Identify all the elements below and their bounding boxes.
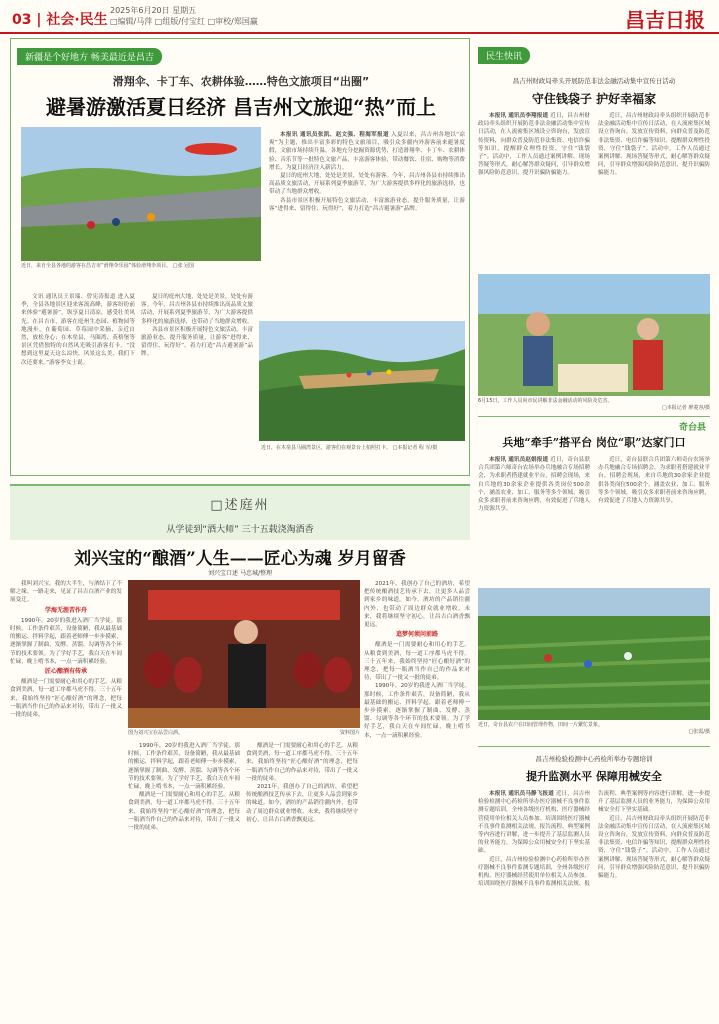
lead-body-right: 本报讯 通讯员张凯、赵文强、程海军报道 入夏以来，昌吉州各地以“凉爽”为主题，推出丰富多彩的特色文旅项目，吸引众多疆内外游客前来避暑度假，文旅市场持续升温。各地充分挖掘资源优势，打造滑翔伞、卡丁车、农耕体验、音乐节等一批特色文旅产品，丰富游客体验，带动餐饮、住宿、购物等消费增长，为夏日经济注入新活力。 夏日的庭州大地，处处是美景，处处有游客。今年，昌吉州各县市持续推出高品质文旅活动，开展系列夏季旅游节，为广大游客提供多样化的旅游选择，也带动了当地群众增收。 各县市景区积极开展特色文旅活动，丰富旅游业态，提升服务质量，让游客“进得来、留得住、玩得好”，着力打造“昌吉避暑游”品牌。 xyxy=(269,132,465,212)
photo-viewing-platform xyxy=(259,321,465,441)
lead-title: 避暑游激活夏日经济 昌吉州文旅迎“热”而上 xyxy=(46,95,436,119)
finance-kicker: 昌吉州财政局牵头开展防范非法金融活动集中宣传日活动 xyxy=(512,77,676,85)
feature-subtitle: 从学徒到“酒大师” 三十五载浇淘酒香 xyxy=(166,525,314,535)
right-column xyxy=(478,38,710,1020)
photo-paragliding xyxy=(21,127,261,261)
feature-subhead-3: 追梦何须问前路 xyxy=(395,631,438,639)
feature-col2: 1990年，20岁的我进入酒厂当学徒。那时候，工作条件艰苦，设备简陋，我从最基础的搬运、拌料学起，跟着老师傅一步步摸索，逐渐掌握了制曲、发酵、蒸馏、勾调等各个环节的技术要领。为了学好手艺，我白天在车间忙碌，晚上啃书本，一点一滴积累经验。 酿酒是一门需要耐心和用心的手艺。从粮食到美酒，每一道工序都马虎不得。三十五年来，我始终坚持“匠心酿好酒”的理念，把每一瓶酒当作自己的作品来对待，带出了一批又一批的徒弟。 xyxy=(128,743,240,832)
field-photo-caption: 近日，奇台县农户在田间管理作物，田间一片繁忙景象。 □张霞/摄 xyxy=(478,722,710,735)
feature-title: 刘兴宝的“酿酒”人生——匠心为魂 岁月留香 xyxy=(74,549,406,569)
editor-line: □编辑/马萍 □组版/付宝红 □审校/郑国赢 xyxy=(110,17,258,26)
right-tag: 民生快讯 xyxy=(478,44,530,64)
region-label: 奇台县 xyxy=(678,423,706,433)
training-kicker: 昌吉州检验检测中心药检所举办专题培训 xyxy=(535,755,653,763)
finance-title: 守住钱袋子 护好幸福家 xyxy=(531,92,657,106)
photo-field-work xyxy=(478,588,710,720)
page-meta xyxy=(110,5,258,27)
feature-banner xyxy=(10,484,470,540)
feature-col4: 2021年，我创办了自己的酒坊，希望把传统酿酒技艺传承下去，让更多人品尝到家乡的味道。如今，酒坊的产品销往疆内外，也带动了周边群众就业增收。未来，我将继续坚守初心，让昌吉白酒香飘更远。 追梦何须问前路 酿酒是一门需要耐心和用心的手艺。从粮食到美酒，每一道工序都马虎不得。三十五年来，我始终坚持“匠心酿好酒”的理念，把每一瓶酒当作自己的作品来对待，带出了一批又一批的徒弟。 1990年，20岁的我进入酒厂当学徒。那时候，工作条件艰苦，设备简陋，我从最基础的搬运、拌料学起，跟着老师傅一步步摸索，逐渐掌握了制曲、发酵、蒸馏、勾调等各个环节的技术要领。为了学好手艺，我白天在车间忙碌，晚上啃书本，一点一滴积累经验。 xyxy=(364,581,470,739)
lead-body-mid: 夏日的庭州大地，处处是美景，处处有游客。今年，昌吉州各县市持续推出高品质文旅活动，开展系列夏季旅游节，为广大游客提供多样化的旅游选择，也带动了当地群众增收。 各县市景区积极开展特色文旅活动，丰富旅游业态，提升服务质量，让游客“进得来、留得住、玩得好”，着力打造“昌吉避暑游”品牌。 xyxy=(141,294,253,358)
page-header xyxy=(0,0,719,34)
photo-brewer xyxy=(128,580,360,728)
jobs-title: 兵地“牵手”搭平台 岗位“职”达家门口 xyxy=(502,436,686,449)
feature-subhead-2: 匠心酿酒有传承 xyxy=(44,668,87,676)
feature-col3: 酿酒是一门需要耐心和用心的手艺。从粮食到美酒，每一道工序都马虎不得。三十五年来，我始终坚持“匠心酿好酒”的理念，把每一瓶酒当作自己的作品来对待，带出了一批又一批的徒弟。 2021年，我创办了自己的酒坊，希望把传统酿酒技艺传承下去，让更多人品尝到家乡的味道。如今，酒坊的产品销往疆内外，也带动了周边群众就业增收。未来，我将继续坚守初心，让昌吉白酒香飘更远。 xyxy=(246,743,358,823)
finance-body: 本报讯 通讯员李翔报道 近日，昌吉州财政局牵头组织开展防范非法金融活动集中宣传日活动，在人流密集区域设立咨询台，发放宣传资料，向群众普及防范非法集资、电信诈骗等知识，提醒群众理性投资，守住“钱袋子”。活动中，工作人员通过案例讲解、现场答疑等形式，耐心解答群众疑问，引导群众增强风险防范意识，提升识骗防骗能力。 近日，昌吉州财政局牵头组织开展防范非法金融活动集中宣传日活动，在人流密集区域设立咨询台，发放宣传资料，向群众普及防范非法集资、电信诈骗等知识，提醒群众理性投资，守住“钱袋子”。活动中，工作人员通过案例讲解、现场答疑等形式，耐心解答群众疑问，引导群众增强风险防范意识，提升识骗防骗能力。 xyxy=(478,113,710,177)
lead-kicker: 滑翔伞、卡丁车、农耕体验……特色文旅项目“出圈” xyxy=(112,75,370,88)
issue-date: 2025年6月20日 星期五 xyxy=(110,6,197,15)
newspaper-logo: 昌吉日报 xyxy=(625,8,705,32)
jobs-body: 本报讯 通讯员赵娟报道 近日，奇台县联合兵团第六师奇台农场举办兵地融合专场招聘会，为求职者搭建就业平台。招聘会现场，来自兵地的30余家企业提供各类岗位500余个，涵盖农业、加工、服务等多个领域，吸引众多求职者前来咨询应聘，有效促进了兵地人力资源共享。 近日，奇台县联合兵团第六师奇台农场举办兵地融合专场招聘会，为求职者搭建就业平台。招聘会现场，来自兵地的30余家企业提供各类岗位500余个，涵盖农业、加工、服务等多个领域，吸引众多求职者前来咨询应聘，有效促进了兵地人力资源共享。 xyxy=(478,457,710,513)
photo1-caption: 近日，来自全县各地的游客在昌吉市“滑翔伞乐园”体验滑翔伞项目。 □张 冠国 xyxy=(21,263,195,269)
lead-body-left: 文讯 通讯员王景瑞、曾宪涛报道 进入夏季，全县各地景区迎来客流高峰，游客纷纷前来体验“避暑游”，纵享夏日清凉，感受壮美风光。在昌吉市，游客在庭州生态园、植物园等地漫步，在葡萄园、草莓园中采摘，亲近自然，放松身心；在木垒县，马圈湾、英格堡等景区凭借独特的自然风光吸引游客打卡。“没想到这里夏天这么凉快，风景这么美，我们下次还要来。”游客李女士说。 xyxy=(21,294,135,366)
feature-story xyxy=(10,484,470,1020)
feature-column-name: □述庭州 xyxy=(210,498,270,513)
feature-byline: 刘兴宝口述 马忠城/整理 xyxy=(208,570,272,577)
feature-col1: 我叫刘兴宝，我的大半生，与酒结下了不解之缘。一路走来，见证了昌吉白酒产业的发展变迁。 学海无涯苦作舟 1990年，20岁的我进入酒厂当学徒。那时候，工作条件艰苦，设备简陋，我从最基础的搬运、拌料学起，跟着老师傅一步步摸索，逐渐掌握了制曲、发酵、蒸馏、勾调等各个环节的技术要领。为了学好手艺，我白天在车间忙碌，晚上啃书本，一点一滴积累经验。 匠心酿酒有传承 酿酒是一门需要耐心和用心的手艺。从粮食到美酒，每一道工序都马虎不得。三十五年来，我始终坚持“匠心酿好酒”的理念，把每一瓶酒当作自己的作品来对待，带出了一批又一批的徒弟。 xyxy=(10,581,122,719)
finance-photo-caption: 6月15日，工作人员向市民讲解非法金融活动的风险及危害。 □本报记者 廖菱容/摄 xyxy=(478,398,710,411)
training-title: 提升监测水平 保障用械安全 xyxy=(526,770,662,783)
feature-subhead-1: 学海无涯苦作舟 xyxy=(44,606,87,614)
feature-photo-caption: 图为刘兴宝在品尝白酒。 资料图片 xyxy=(128,730,360,736)
photo2-caption: 近日，在木垒县马圈湾景区，游客们在观景台上拍照打卡。 □本报记者 程 军/摄 xyxy=(261,445,438,451)
training-body: 本报讯 通讯员马静飞报道 近日，昌吉州检验检测中心药检所举办医疗器械不良事件监测专题培训，全州各级医疗机构、医疗器械经营使用单位相关人员参加。培训围绕医疗器械不良事件监测相关法规、报告流程、典型案例等内容进行讲解，进一步提升了基层监测人员的业务能力，为保障公众用械安全打下坚实基础。 近日，昌吉州检验检测中心药检所举办医疗器械不良事件监测专题培训，全州各级医疗机构、医疗器械经营使用单位相关人员参加。培训围绕医疗器械不良事件监测相关法规、报告流程、典型案例等内容进行讲解，进一步提升了基层监测人员的业务能力，为保障公众用械安全打下坚实基础。 近日，昌吉州财政局牵头组织开展防范非法金融活动集中宣传日活动，在人流密集区域设立咨询台，发放宣传资料，向群众普及防范非法集资、电信诈骗等知识，提醒群众理性投资，守住“钱袋子”。活动中，工作人员通过案例讲解、现场答疑等形式，耐心解答群众疑问，引导群众增强风险防范意识，提升识骗防骗能力。 xyxy=(478,791,710,888)
lead-banner: 新疆是个好地方 畅美最近是昌吉 xyxy=(17,45,162,65)
page-section: 03 | 社会·民生 xyxy=(12,12,108,28)
lead-story xyxy=(10,38,470,476)
photo-finance-booth xyxy=(478,274,710,396)
